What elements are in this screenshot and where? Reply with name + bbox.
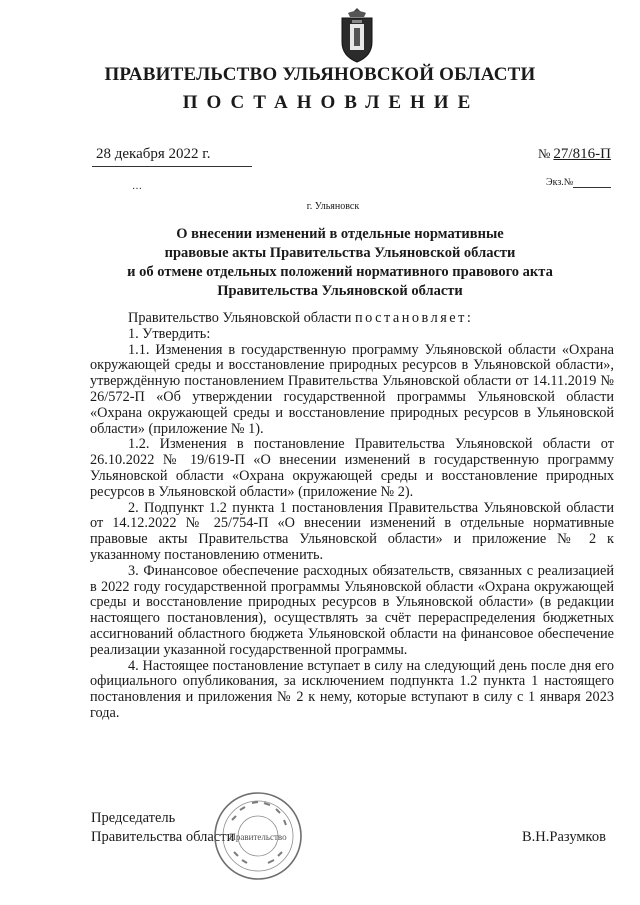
heading-line: Правительства Ульяновской области bbox=[217, 283, 463, 299]
stamp-text: Правительство bbox=[229, 832, 287, 842]
coat-of-arms-emblem bbox=[334, 6, 380, 64]
number-value: 27/816-П bbox=[553, 146, 611, 162]
item-2: 2. Подпункт 1.2 пункта 1 постановления Правительства Ульяновской области от 14.12.2022 № 25/754-П «О внесении изменений в отдельные нормативные правовые акты Правительства Ульяновской области» и приложение № 2 к указанному постановлению отменить. bbox=[90, 499, 614, 563]
item-3: 3. Финансовое обеспечение расходных обязательств, связанных с реализацией в 2022 году государственной программы Ульяновской области «Охрана окружающей среды и восстановление природных ресурсов в Ульяновской области» (в редакции настоящего постановления), осуществлять за счёт перераспределения бюджетных ассигнований областного бюджета Ульяновской области на финансовое обеспечение реализации указанной государственной программы. bbox=[90, 562, 614, 658]
official-stamp bbox=[212, 790, 304, 882]
heading-line: и об отмене отдельных положений нормативного правового акта bbox=[127, 264, 553, 280]
document-heading bbox=[110, 225, 570, 301]
heading-line: О внесении изменений в отдельные нормативные bbox=[176, 226, 504, 242]
dots-mark: … bbox=[132, 181, 143, 192]
number-sign: № bbox=[538, 146, 551, 161]
intro-text: Правительство Ульяновской области bbox=[128, 310, 355, 326]
signer-position-line1: Председатель bbox=[91, 810, 176, 826]
organization-title: ПРАВИТЕЛЬСТВО УЛЬЯНОВСКОЙ ОБЛАСТИ bbox=[104, 64, 536, 85]
document-number bbox=[538, 146, 611, 163]
item-1-2: 1.2. Изменения в постановление Правительства Ульяновской области от 26.10.2022 № 19/619-П «О внесении изменений в государственную программу Ульяновской области «Охрана окружающей среды и восстановление природных ресурсов в Ульяновской области» (приложение № 2). bbox=[90, 436, 614, 500]
signer-name: В.Н.Разумков bbox=[522, 829, 606, 845]
item-4: 4. Настоящее постановление вступает в силу на следующий день после дня его официального опубликования, за исключением подпункта 1.2 пункта 1 настоящего постановления и приложения № 2 к нему, которые вступают в силу с 1 января 2023 года. bbox=[90, 657, 614, 721]
intro-paragraph bbox=[90, 311, 614, 327]
copy-number bbox=[546, 177, 611, 188]
document-body bbox=[90, 311, 614, 722]
item-1: 1. Утвердить: bbox=[128, 325, 211, 342]
date-underline bbox=[92, 166, 252, 167]
city: г. Ульяновск bbox=[306, 201, 360, 212]
signer-position-line2: Правительства области bbox=[91, 829, 235, 845]
document-date: 28 декабря 2022 г. bbox=[96, 146, 211, 162]
intro-decree-word: постановляет: bbox=[354, 310, 474, 326]
document-type: ПОСТАНОВЛЕНИЕ bbox=[182, 92, 480, 113]
copy-label: Экз.№ bbox=[546, 177, 574, 188]
item-1-1: 1.1. Изменения в государственную программу Ульяновской области «Охрана окружающей среды и восстановление природных ресурсов в Ульяновской области», утверждённую постановлением Правительства Ульяновской области от 14.11.2019 № 26/572-П «Об утверждении государственной программы Ульяновской области «Охрана окружающей среды и восстановление природных ресурсов в Ульяновской области» (приложение № 1). bbox=[90, 341, 614, 437]
heading-line: правовые акты Правительства Ульяновской области bbox=[164, 245, 516, 261]
